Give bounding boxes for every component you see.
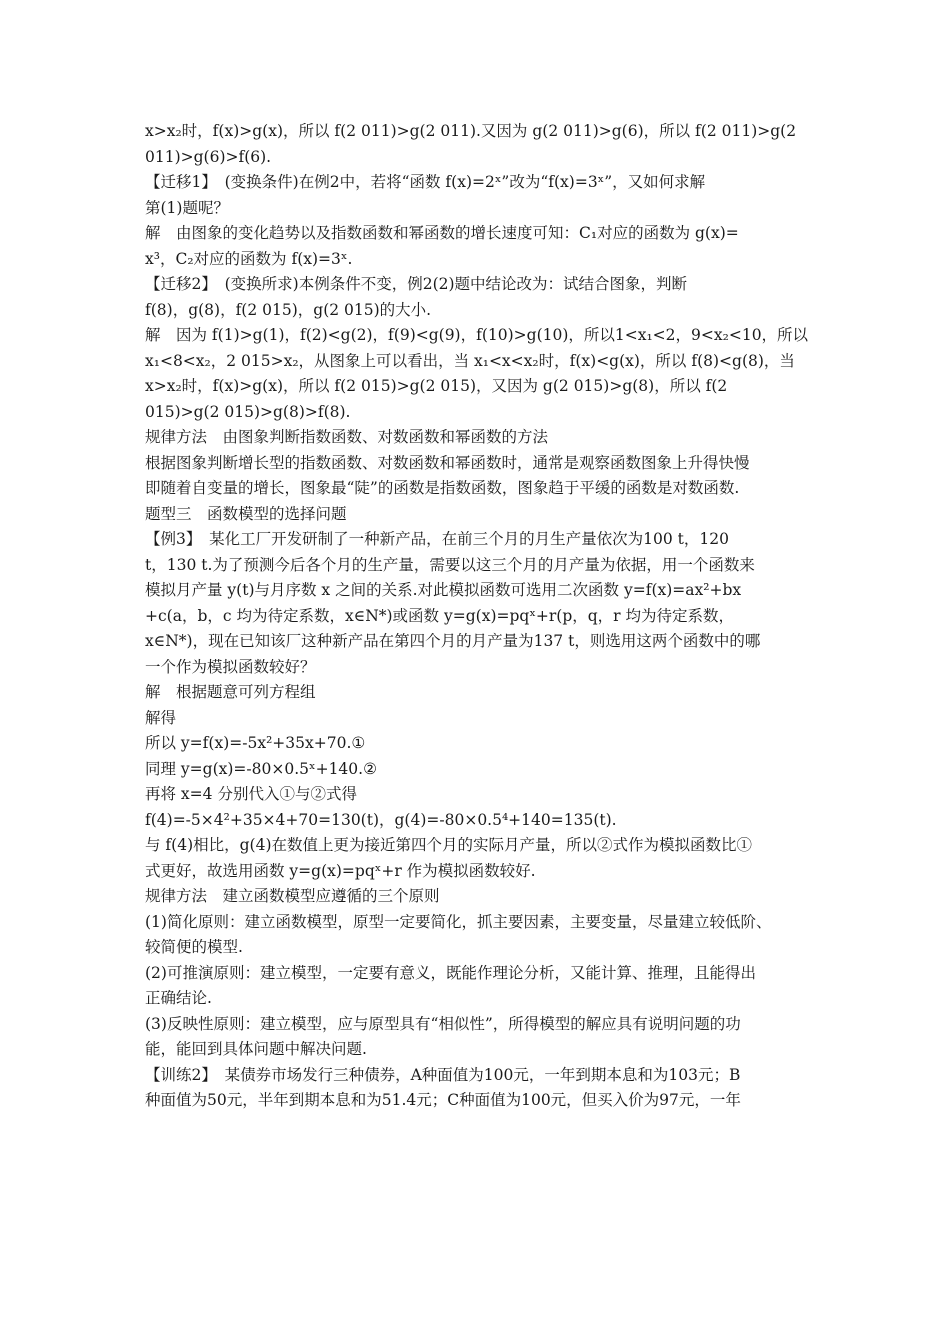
text-line: +c(a，b，c 均为待定系数，x∈N*)或函数 y=g(x)=pqˣ+r(p，q，r 均为待定系数， [145,606,735,625]
text-line: 所以 y=f(x)=-5x²+35x+70.① [145,734,366,752]
text-line: x>x₂时，f(x)>g(x)，所以 f(2 015)>g(2 015)，又因为 g(2 015)>g(8)，所以 f(2 [145,377,728,395]
text-line: (3)反映性原则：建立模型，应与原型具有“相似性”，所得模型的解应具有说明问题的功 [145,1014,741,1033]
text-line: 式更好，故选用函数 y=g(x)=pqˣ+r 作为模拟函数较好. [145,861,536,880]
text-line: 解得 [145,708,177,727]
text-line: 015)>g(2 015)>g(8)>f(8). [145,402,351,421]
text-line: 模拟月产量 y(t)与月序数 x 之间的关系.对此模拟函数可选用二次函数 y=f(x)=ax²+bx [145,581,742,599]
document-body [145,119,810,1114]
text-line: f(8)，g(8)，f(2 015)，g(2 015)的大小. [145,300,432,319]
text-line: x∈N*)，现在已知该厂这种新产品在第四个月的月产量为137 t，则选用这两个函数中的哪 [145,632,761,650]
text-line: 根据图象判断增长型的指数函数、对数函数和幂函数时，通常是观察函数图象上升得快慢 [145,453,750,472]
text-line: 题型三 函数模型的选择问题 [145,504,347,523]
text-line: 第(1)题呢？ [145,198,229,217]
text-line: 【迁移2】 (变换所求)本例条件不变，例2(2)题中结论改为：试结合图象，判断 [145,275,688,293]
text-line: 与 f(4)相比，g(4)在数值上更为接近第四个月的实际月产量，所以②式作为模拟函数比① [145,836,753,854]
text-line: 【训练2】 某债券市场发行三种债券，A种面值为100元，一年到期本息和为103元；B [145,1065,741,1084]
text-line: x>x₂时，f(x)>g(x)，所以 f(2 011)>g(2 011).又因为 g(2 011)>g(6)，所以 f(2 011)>g(2 [145,122,797,140]
text-line: t，130 t.为了预测今后各个月的生产量，需要以这三个月的月产量为依据，用一个函数来 [145,555,755,574]
text-line: 种面值为50元，半年到期本息和为51.4元；C种面值为100元，但买入价为97元，一年 [145,1091,741,1109]
text-line: 正确结论. [145,989,212,1007]
text-line: 解 根据题意可列方程组 [145,683,316,701]
text-line: f(4)=-5×4²+35×4+70=130(t)，g(4)=-80×0.5⁴+140=135(t). [145,810,617,829]
text-line: 【例3】 某化工厂开发研制了一种新产品，在前三个月的月生产量依次为100 t，120 [145,530,729,548]
text-line: 一个作为模拟函数较好？ [145,657,316,676]
text-line: 011)>g(6)>f(6). [145,147,272,166]
text-line: 【迁移1】 (变换条件)在例2中，若将“函数 f(x)=2ˣ”改为“f(x)=3ˣ”，又如何求解 [145,173,706,191]
text-line: x³，C₂对应的函数为 f(x)=3ˣ. [145,249,353,268]
text-line: 再将 x=4 分别代入①与②式得 [145,785,357,803]
text-line: 规律方法 由图象判断指数函数、对数函数和幂函数的方法 [145,428,549,446]
text-line: 规律方法 建立函数模型应遵循的三个原则 [145,887,440,905]
text-line: 较简便的模型. [145,938,243,956]
text-line: 解 由图象的变化趋势以及指数函数和幂函数的增长速度可知：C₁对应的函数为 g(x)= [145,224,739,242]
text-line: (1)简化原则：建立函数模型，原型一定要简化，抓主要因素，主要变量，尽量建立较低阶、 [145,912,772,931]
text-line: 即随着自变量的增长，图象最“陡”的函数是指数函数，图象趋于平缓的函数是对数函数. [145,479,740,497]
text-line: 能，能回到具体问题中解决问题. [145,1040,367,1058]
text-line: 同理 y=g(x)=-80×0.5ˣ+140.② [145,759,377,778]
text-line: (2)可推演原则：建立模型，一定要有意义，既能作理论分析，又能计算、推理，且能得出 [145,963,756,982]
text-line: x₁<8<x₂，2 015>x₂，从图象上可以看出，当 x₁<x<x₂时，f(x)<g(x)，所以 f(8)<g(8)，当 [145,351,795,370]
text-line: 解 因为 f(1)>g(1)，f(2)<g(2)，f(9)<g(9)，f(10)>g(10)，所以1<x₁<2，9<x₂<10，所以 [145,326,809,344]
